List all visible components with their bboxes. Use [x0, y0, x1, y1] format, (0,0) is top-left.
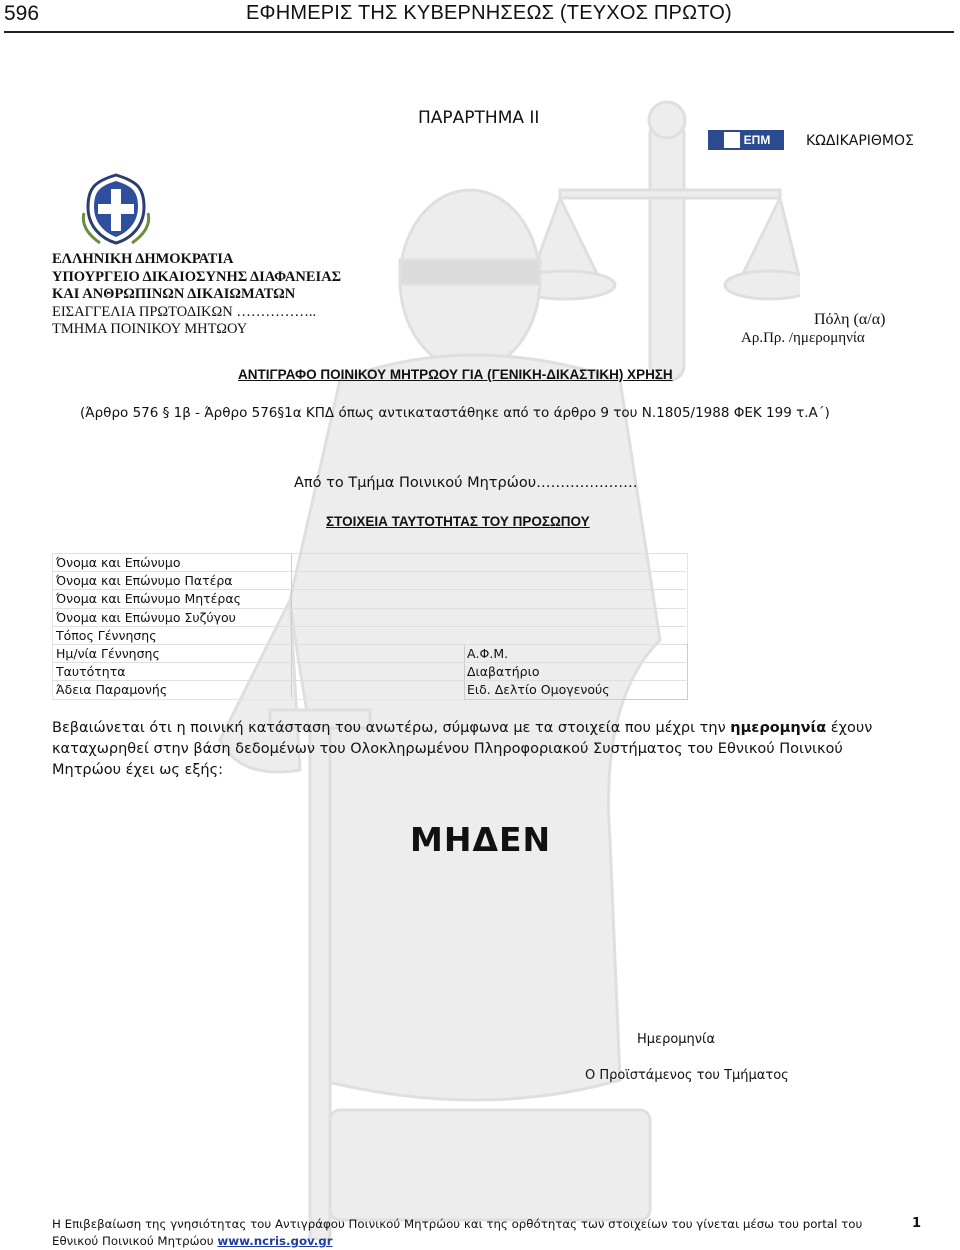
certification-text: [52, 718, 912, 781]
table-row: [52, 662, 686, 681]
document-title: ΑΝΤΙΓΡΑΦΟ ΠΟΙΝΙΚΟΥ ΜΗΤΡΩΟΥ ΓΙΑ (ΓΕΝΙΚΗ-ΔΙΚΑΣΤΙΚΗ) ΧΡΗΣΗ: [238, 367, 673, 382]
page-number: 596: [4, 2, 40, 25]
legal-reference: (Άρθρο 576 § 1β - Άρθρο 576§1α ΚΠΔ όπως αντικαταστάθηκε από το άρθρο 9 του Ν.1805/1988 ΦΕΚ 199 τ.Α΄): [80, 405, 830, 421]
ncris-link[interactable]: www.ncris.gov.gr: [217, 1234, 333, 1248]
code-label: ΚΩΔΙΚΑΡΙΘΜΟΣ: [806, 133, 914, 149]
greek-coat-of-arms-icon: [80, 173, 152, 245]
city-label: Πόλη (α/α): [814, 311, 886, 328]
ministry-name-2: ΚΑΙ ΑΝΘΡΩΠΙΝΩΝ ΔΙΚΑΙΩΜΑΤΩΝ: [52, 286, 296, 303]
protocol-label: Αρ.Πρ. /ημερομηνία: [741, 330, 865, 346]
footer-note-text: Η Επιβεβαίωση της γνησιότητας του Αντιγράφου Ποινικού Μητρώου και της ορθότητας των στοιχείων του γίνεται μέσω του portal του Εθνικού Ποινικού Μητρώου: [52, 1217, 863, 1248]
birth-place-label: Τόπος Γέννησης: [56, 628, 157, 643]
expat-card-label: Ειδ. Δελτίο Ομογενούς: [467, 682, 610, 697]
record-result: ΜΗΔΕΝ: [410, 820, 552, 859]
certification-part-2: έχουν καταχωρηθεί στην βάση δεδομένων του Ολοκληρωμένου Πληροφοριακού Συστήματος του Εθνικού Ποινικού Μητρώου έχει ως εξής:: [52, 720, 873, 778]
full-name-label: Όνομα και Επώνυμο: [56, 555, 181, 570]
mother-name-label: Όνομα και Επώνυμο Μητέρας: [56, 591, 241, 606]
annex-title: ΠΑΡΑΡΤΗΜΑ ΙΙ: [418, 108, 540, 128]
identity-heading: ΣΤΟΙΧΕΙΑ ΤΑΥΤΟΤΗΤΑΣ ΤΟΥ ΠΡΟΣΩΠΟΥ: [326, 514, 590, 529]
ministry-block: [52, 251, 341, 339]
prosecutor-office: ΕΙΣΑΓΓΕΛΙΑ ΠΡΩΤΟΔΙΚΩΝ ……………..: [52, 303, 317, 320]
identity-table: [52, 553, 686, 701]
certification-part-1: Βεβαιώνεται ότι η ποινική κατάσταση του ανωτέρω, σύμφωνα με τα στοιχεία που μέχρι την: [52, 720, 731, 736]
epm-logo: [708, 130, 784, 150]
table-row: [52, 644, 686, 663]
id-card-label: Ταυτότητα: [56, 664, 126, 679]
residence-permit-label: Άδεια Παραμονής: [56, 682, 168, 697]
department-head-label: Ο Προϊστάμενος του Τμήματος: [585, 1068, 789, 1083]
ministry-name-1: ΥΠΟΥΡΓΕΙΟ ΔΙΚΑΙΟΣΥΝΗΣ ΔΙΑΦΑΝΕΙΑΣ: [52, 268, 342, 285]
spouse-name-label: Όνομα και Επώνυμο Συζύγου: [56, 610, 236, 625]
tax-id-label: Α.Φ.Μ.: [467, 646, 509, 661]
table-row: [52, 589, 686, 608]
header-rule: [4, 31, 954, 33]
table-row: [52, 680, 686, 699]
records-department: ΤΜΗΜΑ ΠΟΙΝΙΚΟΥ ΜΗΤΩΟΥ: [52, 321, 248, 338]
table-row: [52, 608, 686, 627]
epm-logo-text: ΕΠΜ: [743, 133, 771, 147]
father-name-label: Όνομα και Επώνυμο Πατέρα: [56, 573, 233, 588]
table-row: [52, 553, 686, 572]
footer-note: [52, 1216, 872, 1250]
table-row: [52, 571, 686, 590]
gazette-header: [0, 0, 960, 30]
footer-page-number: 1: [912, 1216, 922, 1231]
gazette-title: ΕΦΗΜΕΡΙΣ ΤΗΣ ΚΥΒΕΡΝΗΣΕΩΣ (ΤΕΥΧΟΣ ΠΡΩΤΟ): [246, 2, 732, 24]
date-label: Ημερομηνία: [637, 1032, 716, 1047]
ministry-republic: ΕΛΛΗΝΙΚΗ ΔΗΜΟΚΡΑΤΙΑ: [52, 251, 234, 267]
passport-label: Διαβατήριο: [467, 664, 540, 679]
table-row: [52, 626, 686, 645]
birth-date-label: Ημ/νία Γέννησης: [56, 646, 160, 661]
from-section: Από το Τμήμα Ποινικού Μητρώου…………………: [294, 475, 638, 491]
epm-emblem-icon: [724, 132, 740, 148]
certification-emphasis: ημερομηνία: [730, 720, 827, 736]
